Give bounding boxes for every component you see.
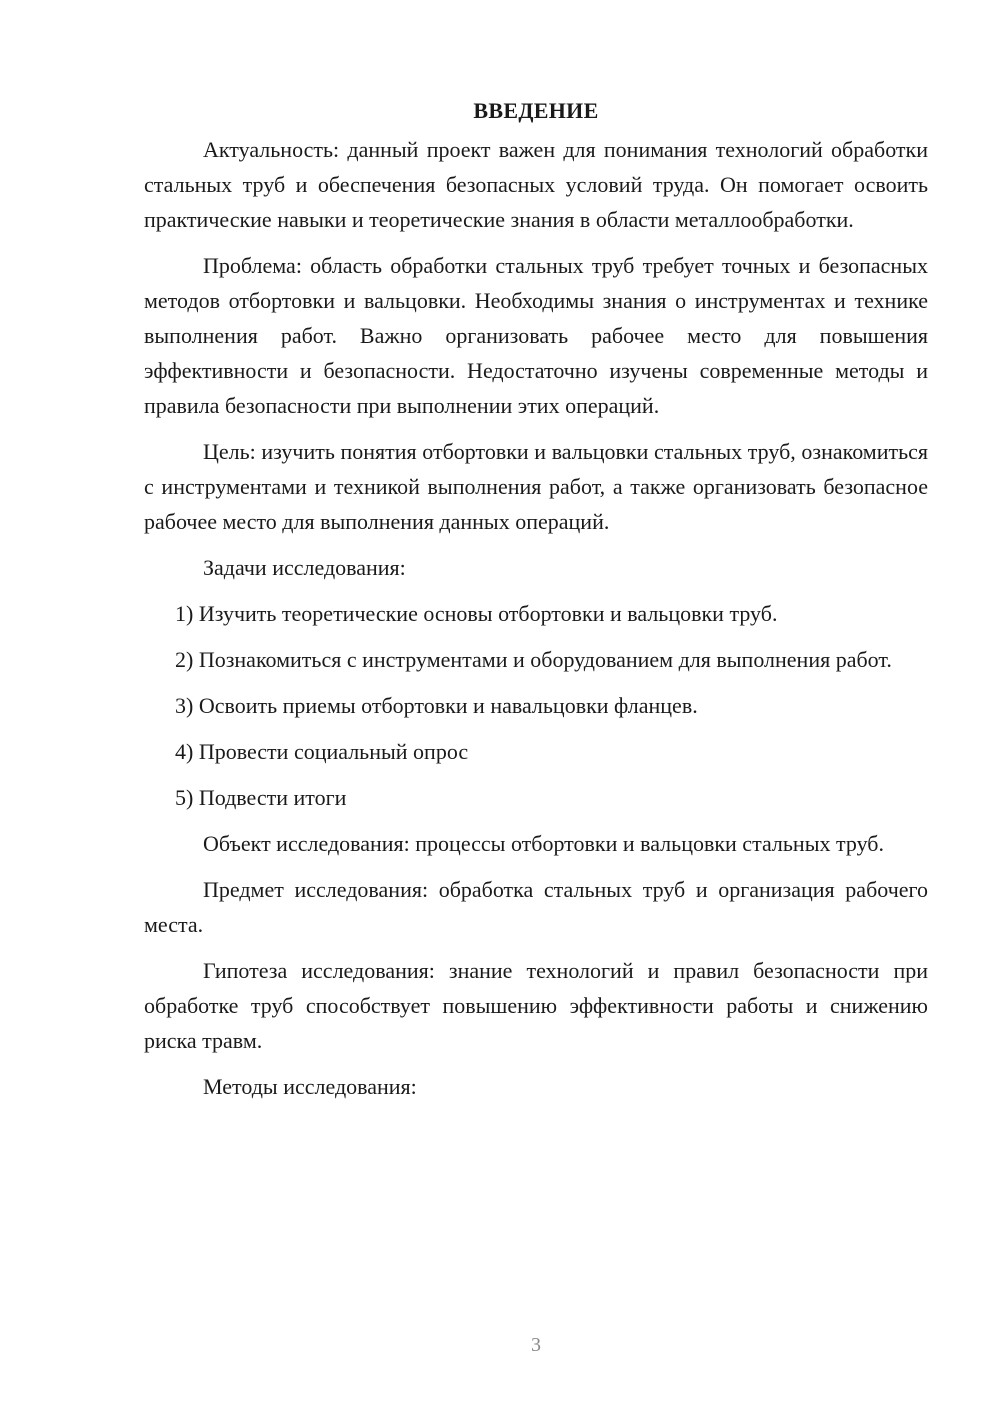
section-title: ВВЕДЕНИЕ [473,98,599,123]
paragraph-hypothesis: Гипотеза исследования: знание технологий и правил безопасности при обработке труб способствует повышению эффективности работы и снижению риска травм. [144,958,928,1053]
paragraph-object: Объект исследования: процессы отбортовки и вальцовки стальных труб. [203,831,884,856]
paragraph-goal: Цель: изучить понятия отбортовки и вальцовки стальных труб, ознакомиться с инструментами и техникой выполнения работ, а также организовать безопасное рабочее место для выполнения данных операций. [144,439,928,534]
document-page [144,96,928,1115]
tasks-list [144,596,928,815]
page-number: 3 [531,1334,541,1356]
list-item: 3) Освоить приемы отбортовки и навальцовки фланцев. [175,693,698,718]
list-item: 4) Провести социальный опрос [175,739,469,764]
list-item: 1) Изучить теоретические основы отбортовки и вальцовки труб. [175,601,778,626]
tasks-heading: Задачи исследования: [203,555,406,580]
paragraph-problem: Проблема: область обработки стальных труб требует точных и безопасных методов отбортовки и вальцовки. Необходимы знания о инструментах и технике выполнения работ. Важно организовать рабочее место для повышения эффективности и безопасности. Недостаточно изучены современные методы и правила безопасности при выполнении этих операций. [144,253,928,418]
list-item: 2) Познакомиться с инструментами и оборудованием для выполнения работ. [175,647,892,672]
methods-heading: Методы исследования: [203,1074,417,1099]
paragraph-subject: Предмет исследования: обработка стальных труб и организация рабочего места. [144,877,928,937]
paragraph-relevance: Актуальность: данный проект важен для понимания технологий обработки стальных труб и обеспечения безопасных условий труда. Он помогает освоить практические навыки и теоретические знания в области металлообработки. [144,137,928,232]
list-item: 5) Подвести итоги [175,785,347,810]
